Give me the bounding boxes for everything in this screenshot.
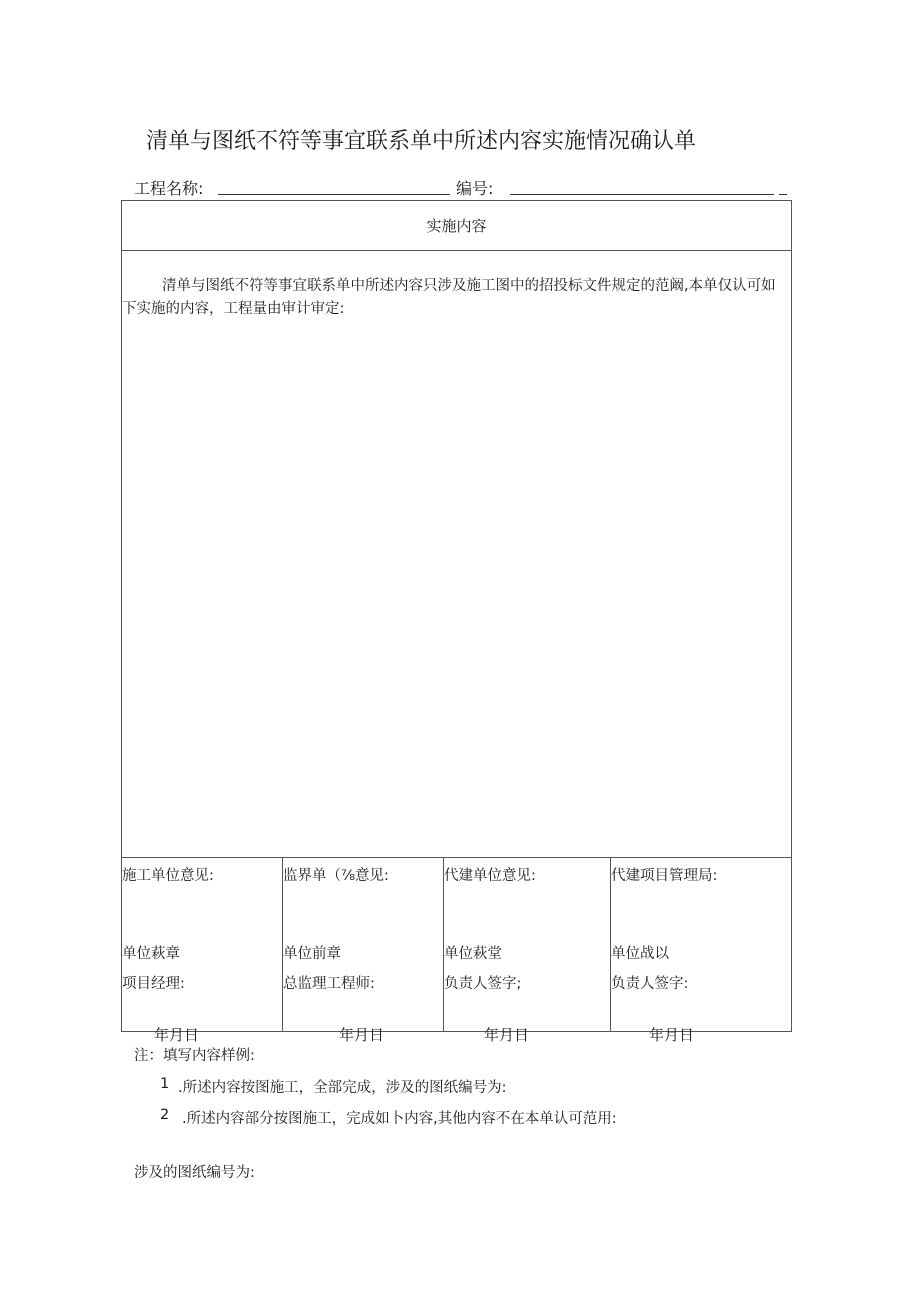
signature-signer: 负责人签字:: [611, 976, 689, 992]
signature-date: 年月日: [649, 1026, 695, 1044]
signature-seal: 单位前章: [283, 946, 341, 962]
confirmation-table: [121, 200, 792, 1044]
signature-cell-agent: [444, 858, 611, 1044]
signature-cell-contractor: [122, 858, 283, 1044]
table-heading: 实施内容: [122, 201, 791, 251]
signature-date: 年月日: [154, 1026, 200, 1044]
implementation-content: 清单与图纸不符等事宜联系单中所述内容只涉及施工图中的招投标文件规定的范阚,本单仅认可如下实施的内容，工程量由审计审定:: [122, 278, 776, 317]
signature-signer: 项目经理:: [122, 976, 185, 992]
number-label: 编号:: [456, 179, 494, 198]
signature-signer: 总监理工程师:: [283, 976, 375, 992]
signature-opinion: 代建单位意见:: [444, 868, 536, 884]
project-name-label: 工程名称:: [134, 179, 204, 198]
note-item-2-number: 2: [160, 1107, 170, 1123]
note-item-2-text: .所述内容部分按图施工，完成如卜内容,其他内容不在本单认可范用:: [182, 1111, 617, 1127]
drawings-number-label: 涉及的图纸编号为:: [134, 1165, 255, 1181]
signature-opinion: 施工单位意见:: [122, 868, 214, 884]
signature-date: 年月日: [484, 1026, 530, 1044]
signature-row: [122, 857, 791, 1044]
signature-opinion: 代建项目管理局:: [611, 868, 718, 884]
signature-cell-authority: [611, 858, 791, 1044]
signature-signer: 负责人签字;: [444, 976, 522, 992]
signature-opinion: 监界单（⅞意见:: [283, 868, 389, 884]
note-item-1-number: 1: [160, 1076, 170, 1092]
signature-date: 年月日: [339, 1026, 385, 1044]
document-title: 清单与图纸不符等事宜联系单中所述内容实施情况确认单: [146, 129, 697, 154]
project-name-field[interactable]: [218, 194, 450, 195]
note-heading: 注：填写内容样例:: [134, 1048, 255, 1064]
signature-seal: 单位战以: [611, 946, 669, 962]
signature-seal: 单位萩堂: [444, 946, 502, 962]
note-item-1-text: .所述内容按图施工，全部完成，涉及的图纸编号为:: [178, 1080, 507, 1096]
signature-seal: 单位萩章: [122, 946, 180, 962]
number-field[interactable]: [510, 194, 774, 195]
number-field-tail: [779, 194, 787, 195]
signature-cell-supervisor: [283, 858, 444, 1044]
